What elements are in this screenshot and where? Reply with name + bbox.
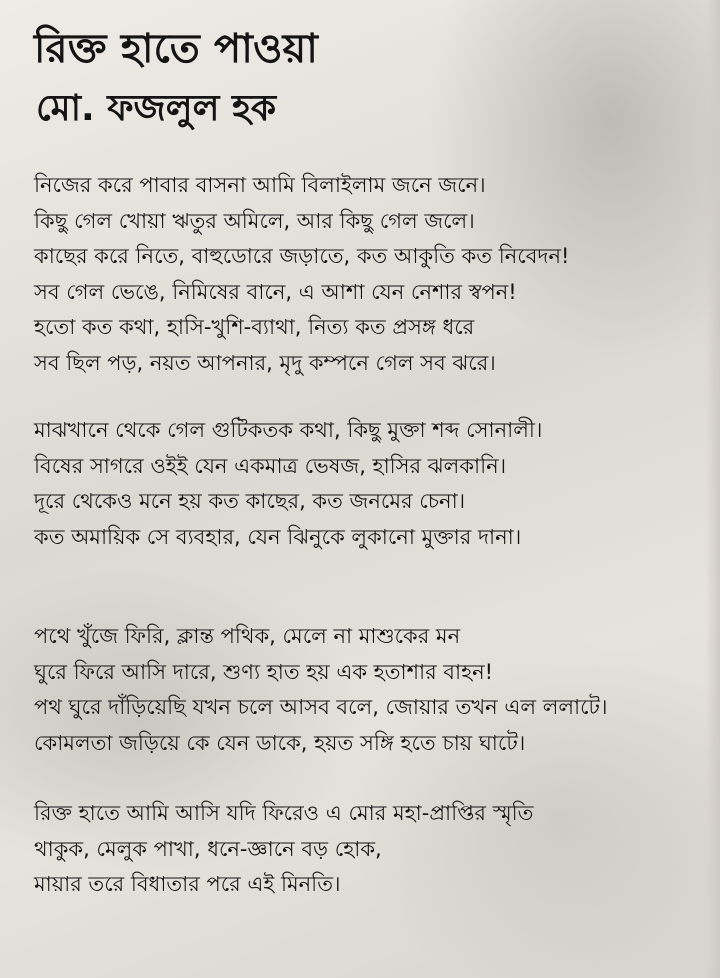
- poem-line: কাছের করে নিতে, বাহুডোরে জড়াতে, কত আকুতি কত নিবেদন!: [34, 244, 570, 268]
- poem-title: রিক্ত হাতে পাওয়া: [34, 26, 319, 72]
- stanza-1: [34, 168, 569, 381]
- poem-line: নিজের করে পাবার বাসনা আমি বিলাইলাম জনে জনে।: [34, 173, 486, 197]
- stanza-4: [34, 796, 533, 903]
- poem-author: মো. ফজলুল হক: [36, 88, 277, 129]
- poem-line: কত অমায়িক সে ব্যবহার, যেন ঝিনুকে লুকানো মুক্তার দানা।: [34, 524, 522, 549]
- page-edge-shadow: [706, 0, 720, 978]
- poem-line: কোমলতা জড়িয়ে কে যেন ডাকে, হয়ত সঙ্গি হতে চায় ঘাটে।: [34, 730, 526, 755]
- poem-line: দূরে থেকেও মনে হয় কত কাছের, কত জনমের চেনা।: [34, 489, 466, 513]
- poem-line: পথ ঘুরে দাঁড়িয়েছি যখন চলে আসব বলে, জোয়ার তখন এল ললাটে।: [34, 695, 608, 719]
- poem-line: থাকুক, মেলুক পাখা, ধনে-জ্ঞানে বড় হোক,: [34, 836, 382, 861]
- poem-line: সব গেল ভেঙে, নিমিষের বানে, এ আশা যেন নেশার স্বপন!: [34, 279, 517, 304]
- poem-line: পথে খুঁজে ফিরি, ক্লান্ত পথিক, মেলে না মাশুকের মন: [34, 624, 461, 648]
- poem-line: মায়ার তরে বিধাতার পরে এই মিনতি।: [34, 872, 341, 896]
- poem-line: রিক্ত হাতে আমি আসি যদি ফিরেও এ মোর মহা-প্রাপ্তির স্মৃতি: [34, 801, 534, 825]
- poem-line: কিছু গেল খোয়া ঋতুর অমিলে, আর কিছু গেল জলে।: [34, 208, 475, 233]
- stanza-3: [34, 619, 607, 761]
- poem-line: বিষের সাগরে ওইই যেন একমাত্র ভেষজ, হাসির ঝলকানি।: [34, 453, 507, 478]
- poem-line: সব ছিল পড়, নয়ত আপনার, মৃদু কম্পনে গেল সব ঝরে।: [34, 350, 496, 375]
- poem-line: ঘুরে ফিরে আসি দারে, শুণ্য হাত হয় এক হতাশার বাহন!: [34, 659, 494, 684]
- poem-line: মাঝখানে থেকে গেল গুটিকতক কথা, কিছু মুক্তা শব্দ সোনালী।: [34, 418, 543, 442]
- poem-line: হতো কত কথা, হাসি-খুশি-ব্যাথা, নিত্য কত প্রসঙ্গ ধরে: [34, 315, 475, 339]
- stanza-2: [34, 413, 542, 555]
